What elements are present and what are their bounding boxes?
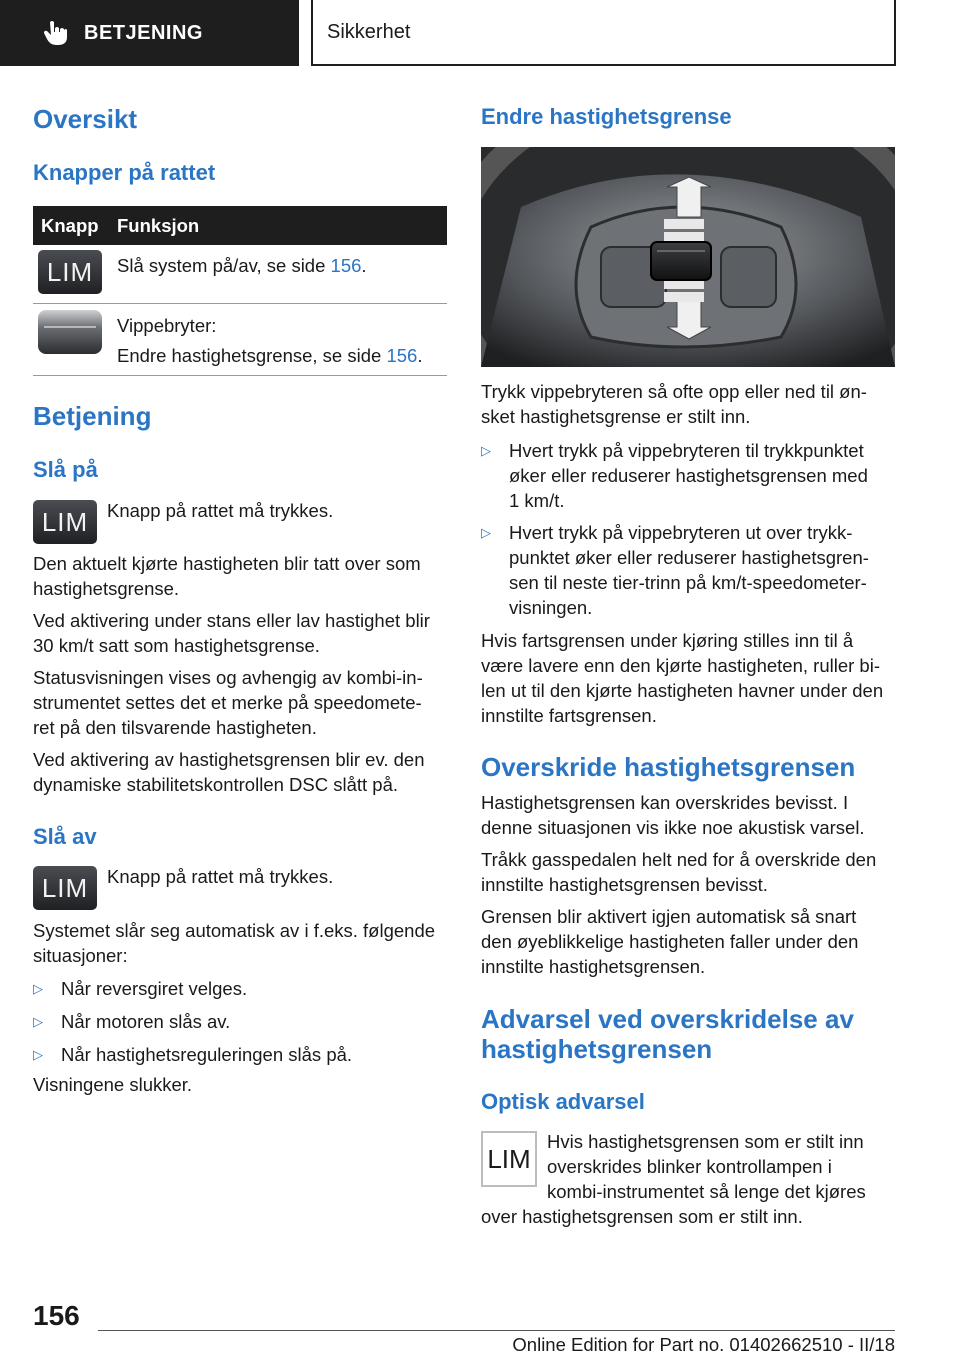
paragraph: over hastighetsgrensen som er stilt inn.	[481, 1206, 803, 1227]
paragraph: overskrides blinker kontrollampen i	[547, 1156, 832, 1177]
paragraph: innstilte hastighetsgrensen bevisst.	[481, 874, 768, 895]
list-item-continued: 1 km/t.	[509, 490, 565, 511]
paragraph: Hvis fartsgrensen under kjøring stilles inn til å	[481, 630, 854, 651]
triangle-bullet-icon: ▷	[481, 525, 491, 540]
paragraph: len ut til den kjørte hastigheten havner under den	[481, 680, 884, 701]
paragraph: dynamiske stabilitetskontrollen DSC slått på.	[33, 774, 399, 795]
paragraph: Ved aktivering av hastighetsgrensen blir ev. den	[33, 749, 425, 770]
paragraph: Hastighetsgrensen kan overskrides bevisst. I	[481, 792, 849, 813]
paragraph: Ved aktivering under stans eller lav hastighet blir	[33, 610, 430, 631]
triangle-bullet-icon: ▷	[481, 443, 491, 458]
paragraph: strumentet settes det et merke på speedomete-	[33, 692, 422, 713]
steering-wheel-illustration	[481, 147, 895, 367]
lim-button-icon: LIM	[33, 500, 97, 544]
paragraph: situasjoner:	[33, 945, 128, 966]
page-link[interactable]: 156	[386, 345, 418, 366]
list-item-continued: visningen.	[509, 597, 593, 618]
triangle-bullet-icon: ▷	[33, 981, 43, 996]
footer-divider	[98, 1330, 895, 1331]
edition-text: Online Edition for Part no. 01402662510 - II/18	[512, 1334, 895, 1355]
list-item-continued: punktet øker eller reduserer hastighetsgren-	[509, 547, 869, 568]
paragraph: Hvis hastighetsgrensen som er stilt inn	[547, 1131, 864, 1152]
table-row-1-function: Slå system på/av, se side 156.	[117, 255, 367, 276]
chapter-tab[interactable]	[0, 0, 299, 66]
col-header-button: Knapp	[41, 215, 99, 236]
chapter-label: BETJENING	[84, 21, 203, 44]
paragraph: Trykk vippebryteren så ofte opp eller ned til øn-	[481, 381, 867, 402]
heading-switch-off: Slå av	[33, 824, 97, 849]
paragraph: hastighetsgrense.	[33, 578, 180, 599]
list-item-continued: øker eller reduserer hastighetsgrensen med	[509, 465, 868, 486]
paragraph: den øyeblikkelige hastigheten faller under den	[481, 931, 859, 952]
paragraph: innstilte fartsgrensen.	[481, 705, 657, 726]
heading-operation: Betjening	[33, 401, 152, 431]
heading-change-limit: Endre hastighetsgrense	[481, 104, 732, 129]
paragraph: Systemet slår seg automatisk av i f.eks. følgende	[33, 920, 436, 941]
table-divider	[33, 303, 447, 304]
paragraph: denne situasjonen vis ikke noe akustisk varsel.	[481, 817, 865, 838]
paragraph: sket hastighetsgrense er stilt inn.	[481, 406, 751, 427]
lim-button-icon: LIM	[33, 866, 97, 910]
heading-overview: Oversikt	[33, 104, 138, 134]
table-header	[33, 206, 447, 245]
heading-exceed-limit: Overskride hastighetsgrensen	[481, 752, 856, 782]
section-tab[interactable]	[311, 0, 896, 66]
triangle-bullet-icon: ▷	[33, 1014, 43, 1029]
rocker-switch-icon	[38, 310, 102, 354]
page-number: 156	[33, 1300, 80, 1331]
table-row-2-title: Vippebryter:	[117, 315, 217, 336]
lim-indicator-icon: LIM	[481, 1131, 537, 1187]
lim-button-icon: LIM	[38, 250, 102, 294]
switch-on-instruction: Knapp på rattet må trykkes.	[107, 500, 334, 521]
table-divider	[33, 375, 447, 376]
steering-wheel-photo	[481, 147, 895, 367]
heading-warning-continued: hastighetsgrensen	[481, 1034, 713, 1064]
hand-pointer-icon	[40, 18, 70, 48]
paragraph: Visningene slukker.	[33, 1074, 193, 1095]
paragraph: Den aktuelt kjørte hastigheten blir tatt over som	[33, 553, 421, 574]
paragraph: 30 km/t satt som hastighetsgrense.	[33, 635, 320, 656]
paragraph: ret på den tilsvarende hastigheten.	[33, 717, 317, 738]
heading-switch-on: Slå på	[33, 457, 98, 482]
paragraph: innstilte hastighetsgrensen.	[481, 956, 706, 977]
switch-off-instruction: Knapp på rattet må trykkes.	[107, 866, 334, 887]
section-label: Sikkerhet	[327, 20, 411, 43]
heading-buttons: Knapper på rattet	[33, 160, 216, 185]
paragraph: Grensen blir aktivert igjen automatisk så snart	[481, 906, 857, 927]
col-header-function: Funksjon	[117, 215, 200, 236]
page-header	[0, 0, 960, 66]
list-item-continued: sen til neste tier-trinn på km/t-speedometer-	[509, 572, 867, 593]
paragraph: kombi-instrumentet så lenge det kjøres	[547, 1181, 866, 1202]
heading-optical-warning: Optisk advarsel	[481, 1089, 645, 1114]
heading-warning: Advarsel ved overskridelse av	[481, 1004, 854, 1034]
page-link[interactable]: 156	[330, 255, 362, 276]
paragraph: Tråkk gasspedalen helt ned for å overskride den	[481, 849, 877, 870]
table-row-2-function: Endre hastighetsgrense, se side 156.	[117, 345, 423, 366]
paragraph: være lavere enn den kjørte hastigheten, ruller bi-	[481, 655, 880, 676]
paragraph: Statusvisningen vises og avhengig av kombi-in-	[33, 667, 423, 688]
triangle-bullet-icon: ▷	[33, 1047, 43, 1062]
